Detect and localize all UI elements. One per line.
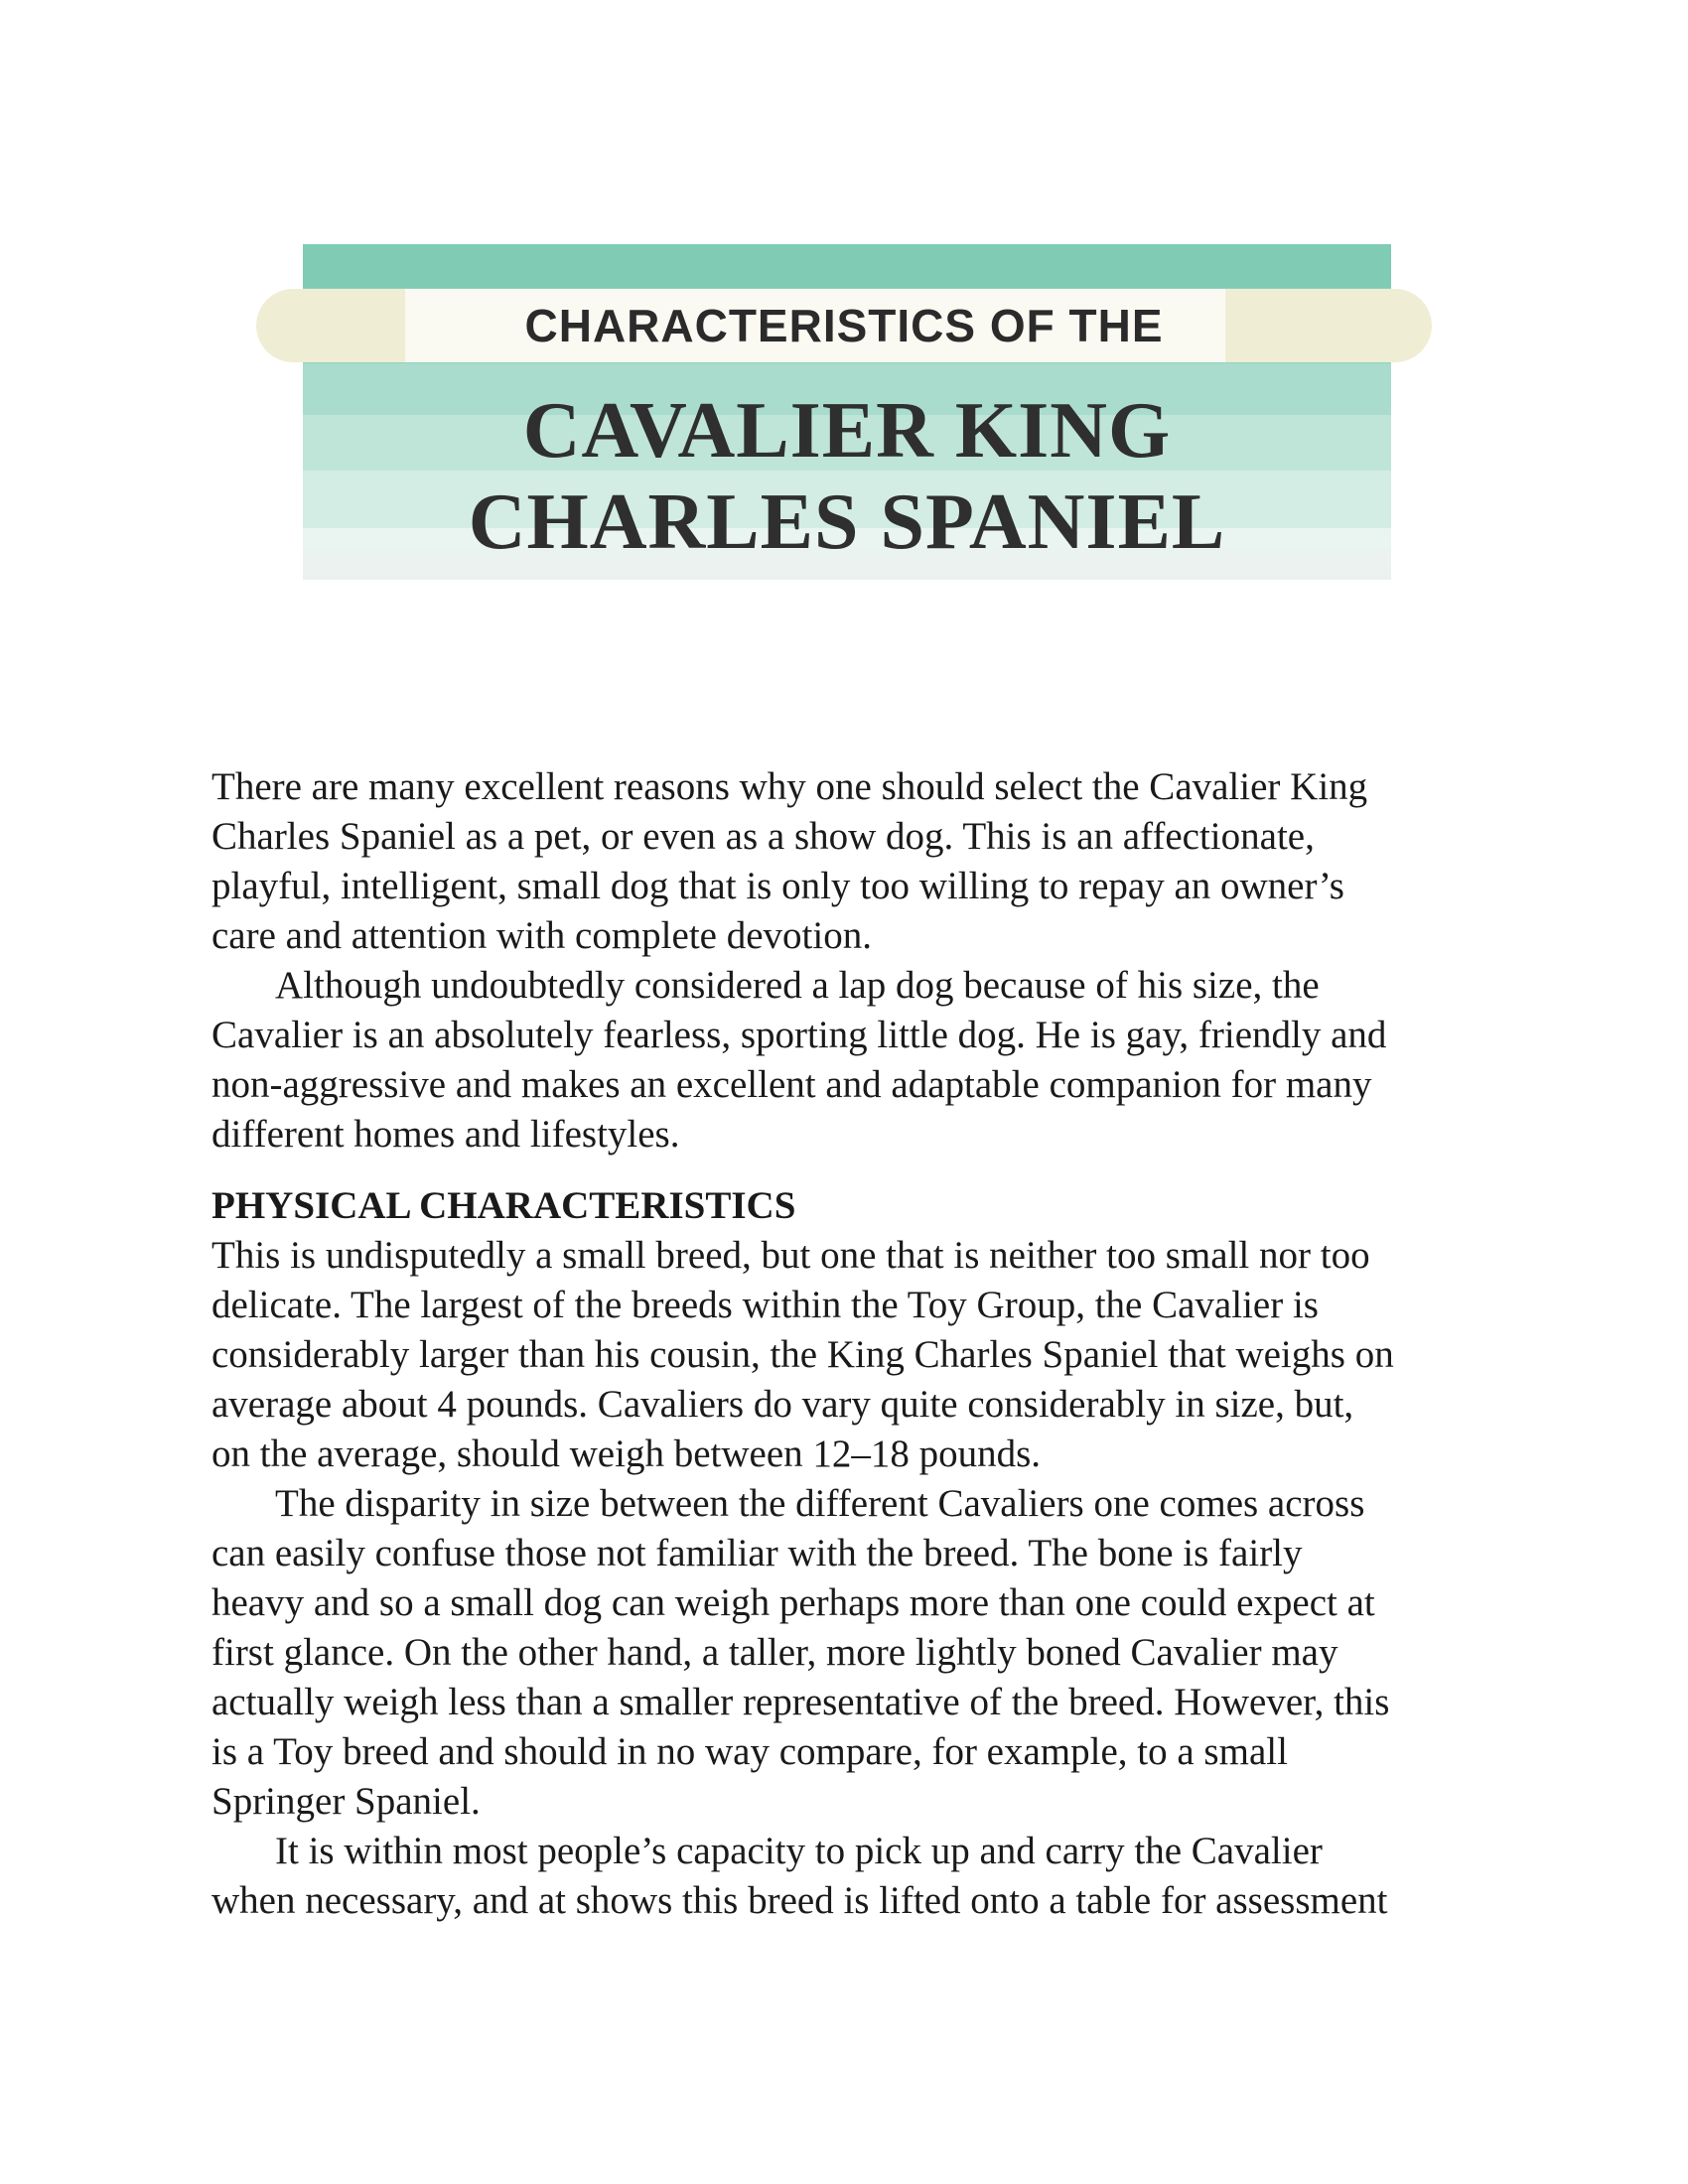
section-heading: PHYSICAL CHARACTERISTICS (211, 1184, 796, 1227)
intro-paragraph (211, 961, 1502, 1160)
chapter-title-line: CHARLES SPANIEL (468, 478, 1226, 566)
text-line: playful, intelligent, small dog that is only too willing to repay an owner’s (211, 865, 1344, 907)
text-line: first glance. On the other hand, a taller, more lightly boned Cavalier may (211, 1631, 1338, 1674)
chapter-title (303, 385, 1391, 568)
text-line: Cavalier is an absolutely fearless, sporting little dog. He is gay, friendly and (211, 1014, 1387, 1056)
text-line: The disparity in size between the different Cavaliers one comes across (275, 1482, 1365, 1525)
text-line: It is within most people’s capacity to pick up and carry the Cavalier (275, 1830, 1323, 1872)
text-line: actually weigh less than a smaller representative of the breed. However, this (211, 1681, 1390, 1723)
text-line: when necessary, and at shows this breed is lifted onto a table for assessment (211, 1879, 1388, 1922)
text-line: Springer Spaniel. (211, 1780, 481, 1823)
text-line: different homes and lifestyles. (211, 1113, 680, 1156)
text-line: can easily confuse those not familiar with the breed. The bone is fairly (211, 1532, 1303, 1574)
banner-kicker: CHARACTERISTICS OF THE (524, 300, 1164, 351)
text-line: non-aggressive and makes an excellent and adaptable companion for many (211, 1063, 1372, 1106)
text-line: considerably larger than his cousin, the King Charles Spaniel that weighs on (211, 1333, 1394, 1376)
page-body (211, 762, 1502, 1926)
text-line: Although undoubtedly considered a lap dog because of his size, the (275, 964, 1320, 1007)
text-line: This is undisputedly a small breed, but one that is neither too small nor too (211, 1234, 1370, 1277)
text-line: Charles Spaniel as a pet, or even as a show dog. This is an affectionate, (211, 815, 1315, 858)
intro-paragraph (211, 762, 1502, 961)
text-line: is a Toy breed and should in no way compare, for example, to a small (211, 1730, 1288, 1773)
text-line: There are many excellent reasons why one should select the Cavalier King (211, 765, 1368, 808)
section-paragraph (211, 1827, 1502, 1926)
text-line: heavy and so a small dog can weigh perhaps more than one could expect at (211, 1581, 1375, 1624)
chapter-title-line: CAVALIER KING (522, 387, 1172, 475)
section-paragraph (211, 1479, 1502, 1827)
text-line: average about 4 pounds. Cavaliers do vary quite considerably in size, but, (211, 1383, 1354, 1426)
text-line: delicate. The largest of the breeds within the Toy Group, the Cavalier is (211, 1284, 1319, 1326)
text-line: on the average, should weigh between 12–18 pounds. (211, 1433, 1042, 1475)
text-line: care and attention with complete devotion. (211, 914, 872, 957)
section-paragraph (211, 1231, 1502, 1479)
